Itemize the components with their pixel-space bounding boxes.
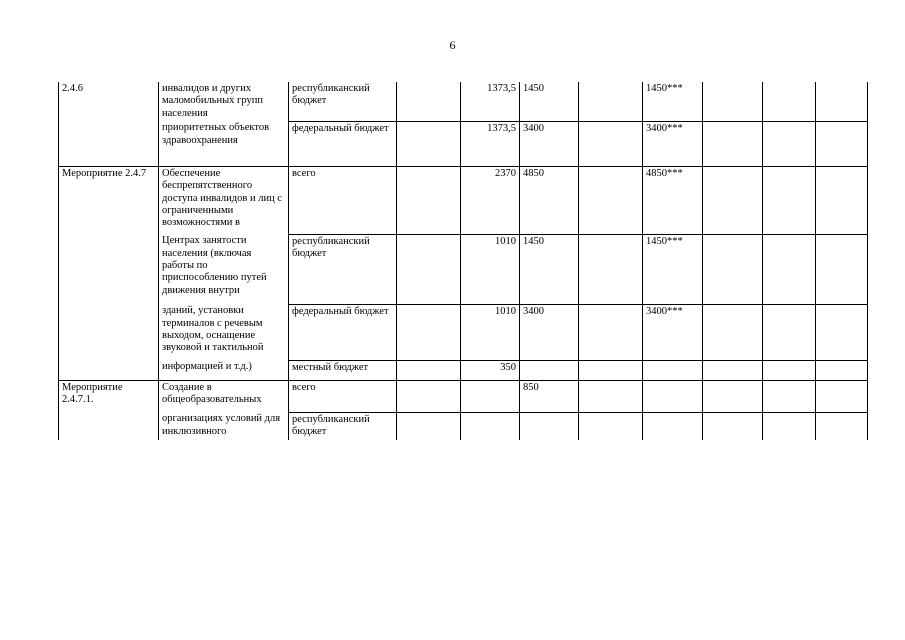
empty-cell bbox=[816, 412, 868, 440]
empty-cell bbox=[816, 166, 868, 234]
value-cell: 1450*** bbox=[643, 82, 703, 121]
value-cell bbox=[397, 121, 461, 166]
funding-source: республиканский бюджет bbox=[289, 234, 397, 304]
empty-cell bbox=[703, 234, 763, 304]
event-code: Мероприятие 2.4.7 bbox=[59, 166, 159, 234]
funding-source: республиканский бюджет bbox=[289, 82, 397, 121]
value-cell: 350 bbox=[461, 360, 520, 380]
empty-cell bbox=[816, 121, 868, 166]
value-cell: 1373,5 bbox=[461, 82, 520, 121]
empty-cell bbox=[763, 166, 816, 234]
value-cell bbox=[397, 304, 461, 360]
event-description: приоритетных объектов здравоохранения bbox=[159, 121, 289, 166]
empty-cell bbox=[763, 234, 816, 304]
event-code bbox=[59, 304, 159, 360]
value-cell bbox=[579, 166, 643, 234]
value-cell: 1373,5 bbox=[461, 121, 520, 166]
empty-cell bbox=[763, 360, 816, 380]
value-cell bbox=[397, 380, 461, 412]
empty-cell bbox=[763, 304, 816, 360]
value-cell bbox=[461, 380, 520, 412]
event-code bbox=[59, 121, 159, 166]
event-code: 2.4.6 bbox=[59, 82, 159, 121]
value-cell bbox=[397, 360, 461, 380]
value-cell bbox=[397, 412, 461, 440]
value-cell bbox=[579, 380, 643, 412]
empty-cell bbox=[763, 412, 816, 440]
value-cell bbox=[579, 360, 643, 380]
value-cell bbox=[643, 360, 703, 380]
page-number: 6 bbox=[449, 38, 456, 52]
value-cell: 4850 bbox=[520, 166, 579, 234]
empty-cell bbox=[816, 304, 868, 360]
value-cell: 3400*** bbox=[643, 121, 703, 166]
value-cell bbox=[643, 380, 703, 412]
value-cell: 1010 bbox=[461, 234, 520, 304]
table-row bbox=[59, 360, 868, 380]
table-row bbox=[59, 166, 868, 234]
empty-cell bbox=[703, 380, 763, 412]
value-cell: 850 bbox=[520, 380, 579, 412]
funding-source: местный бюджет bbox=[289, 360, 397, 380]
event-description: Центрах занятости населения (включая работы по приспособлению путей движения внутри bbox=[159, 234, 289, 304]
table-row bbox=[59, 234, 868, 304]
value-cell bbox=[579, 121, 643, 166]
value-cell: 1450 bbox=[520, 234, 579, 304]
value-cell: 2370 bbox=[461, 166, 520, 234]
event-description: инвалидов и других маломобильных групп населения bbox=[159, 82, 289, 121]
event-description: организациях условий для инклюзивного bbox=[159, 412, 289, 440]
empty-cell bbox=[816, 360, 868, 380]
empty-cell bbox=[703, 360, 763, 380]
event-code bbox=[59, 412, 159, 440]
value-cell bbox=[520, 412, 579, 440]
empty-cell bbox=[763, 82, 816, 121]
event-description: Обеспечение беспрепятственного доступа инвалидов и лиц с ограниченными возможностями в bbox=[159, 166, 289, 234]
event-description: зданий, установки терминалов с речевым выходом, оснащение звуковой и тактильной bbox=[159, 304, 289, 360]
value-cell: 3400 bbox=[520, 304, 579, 360]
value-cell bbox=[461, 412, 520, 440]
empty-cell bbox=[763, 380, 816, 412]
value-cell: 1450 bbox=[520, 82, 579, 121]
value-cell bbox=[579, 304, 643, 360]
event-description: информацией и т.д.) bbox=[159, 360, 289, 380]
table-row bbox=[59, 82, 868, 121]
table-row bbox=[59, 304, 868, 360]
funding-source: всего bbox=[289, 166, 397, 234]
value-cell bbox=[397, 166, 461, 234]
funding-source: федеральный бюджет bbox=[289, 304, 397, 360]
table-row bbox=[59, 380, 868, 412]
value-cell bbox=[520, 360, 579, 380]
empty-cell bbox=[703, 166, 763, 234]
value-cell bbox=[579, 82, 643, 121]
event-code bbox=[59, 360, 159, 380]
funding-source: республиканский бюджет bbox=[289, 412, 397, 440]
table-row bbox=[59, 412, 868, 440]
empty-cell bbox=[703, 412, 763, 440]
empty-cell bbox=[816, 82, 868, 121]
value-cell: 3400*** bbox=[643, 304, 703, 360]
value-cell: 1450*** bbox=[643, 234, 703, 304]
event-code bbox=[59, 234, 159, 304]
program-budget-table bbox=[58, 82, 868, 440]
empty-cell bbox=[816, 234, 868, 304]
value-cell: 4850*** bbox=[643, 166, 703, 234]
empty-cell bbox=[703, 82, 763, 121]
funding-source: всего bbox=[289, 380, 397, 412]
event-code: Мероприятие 2.4.7.1. bbox=[59, 380, 159, 412]
value-cell: 1010 bbox=[461, 304, 520, 360]
value-cell bbox=[397, 234, 461, 304]
value-cell bbox=[643, 412, 703, 440]
event-description: Создание в общеобразовательных bbox=[159, 380, 289, 412]
funding-source: федеральный бюджет bbox=[289, 121, 397, 166]
value-cell bbox=[579, 412, 643, 440]
value-cell bbox=[579, 234, 643, 304]
empty-cell bbox=[763, 121, 816, 166]
empty-cell bbox=[703, 121, 763, 166]
value-cell: 3400 bbox=[520, 121, 579, 166]
empty-cell bbox=[703, 304, 763, 360]
table-row bbox=[59, 121, 868, 166]
value-cell bbox=[397, 82, 461, 121]
empty-cell bbox=[816, 380, 868, 412]
